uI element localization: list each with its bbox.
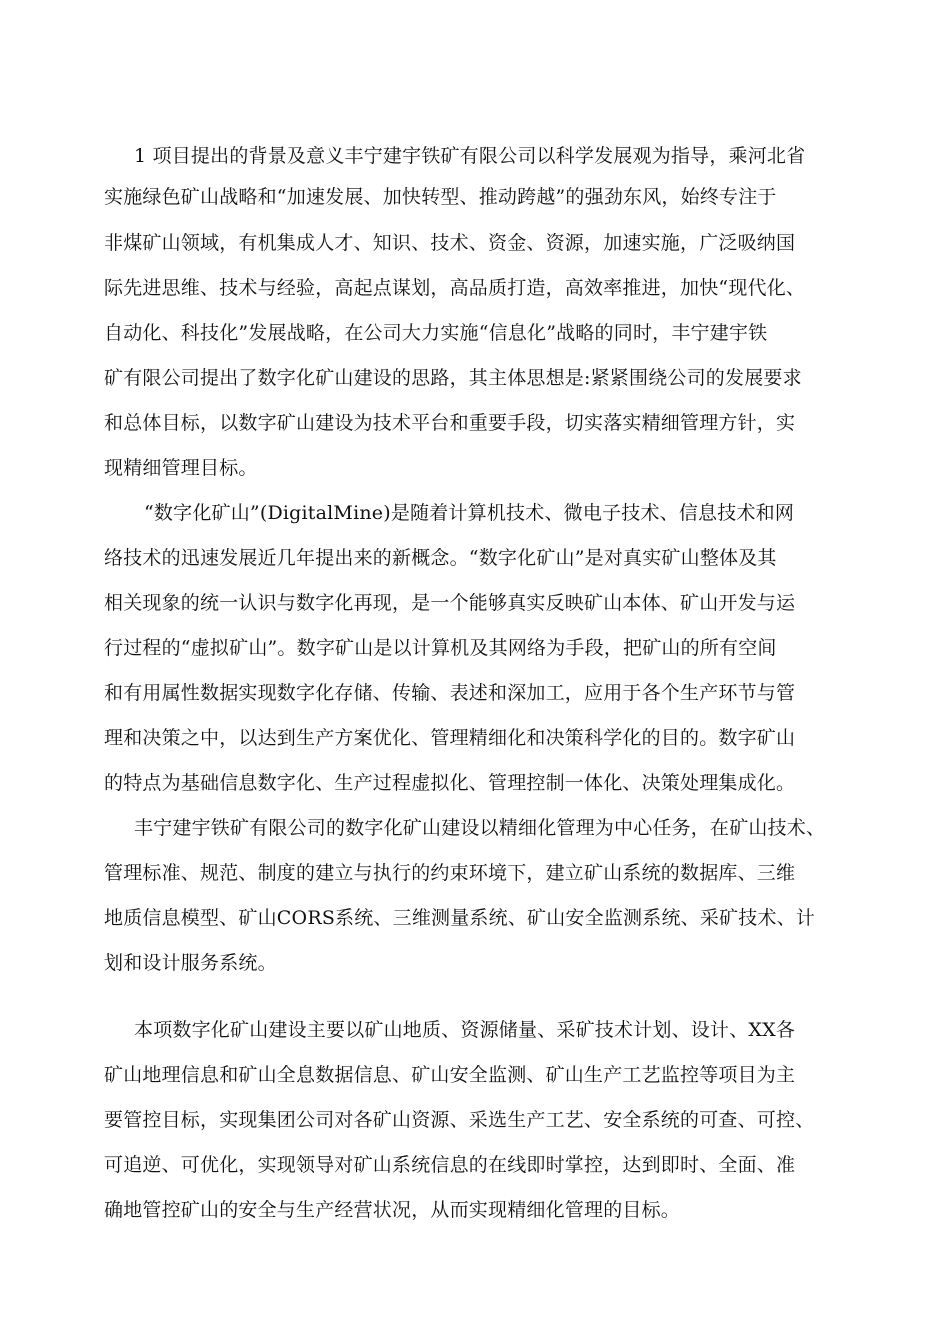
paragraph-line: 的特点为基础信息数字化、生产过程虚拟化、管理控制一体化、决策处理集成化。 (104, 772, 796, 794)
paragraph-line: 络技术的迅速发展近几年提出来的新概念。“数字化矿山”是对真实矿山整体及其 (104, 547, 777, 569)
paragraph-line: 要管控目标，实现集团公司对各矿山资源、采选生产工艺、安全系统的可查、可控、 (104, 1109, 815, 1131)
paragraph-line: 和总体目标，以数字矿山建设为技术平台和重要手段，切实落实精细管理方针，实 (104, 412, 796, 434)
paragraph-line: 际先进思维、技术与经验，高起点谋划，高品质打造，高效率推进，加快“现代化、 (104, 277, 806, 299)
paragraph-line: 划和设计服务系统。 (104, 952, 277, 974)
paragraph-line: 相关现象的统一认识与数字化再现，是一个能够真实反映矿山本体、矿山开发与运 (104, 592, 796, 614)
paragraph-line: 丰宁建宇铁矿有限公司的数字化矿山建设以精细化管理为中心任务，在矿山技术、 (134, 817, 826, 839)
paragraph-line: 行过程的“虚拟矿山”。数字矿山是以计算机及其网络为手段，把矿山的所有空间 (104, 637, 777, 659)
paragraph-line: 1 项目提出的背景及意义丰宁建宇铁矿有限公司以科学发展观为指导，乘河北省 (134, 145, 806, 167)
paragraph-line: “数字化矿山”(DigitalMine)是随着计算机技术、微电子技术、信息技术和网 (144, 502, 795, 524)
paragraph-line: 确地管控矿山的安全与生产经营状况，从而实现精细化管理的目标。 (104, 1199, 681, 1221)
paragraph-line: 实施绿色矿山战略和“加速发展、加快转型、推动跨越”的强劲东风，始终专注于 (104, 186, 777, 208)
paragraph-line: 非煤矿山领域，有机集成人才、知识、技术、资金、资源，加速实施，广泛吸纳国 (104, 232, 796, 254)
paragraph-line: 自动化、科技化”发展战略，在公司大力实施“信息化”战略的同时，丰宁建宇铁 (104, 322, 768, 344)
paragraph-line: 地质信息模型、矿山CORS系统、三维测量系统、矿山安全监测系统、采矿技术、计 (104, 907, 816, 929)
paragraph-line: 和有用属性数据实现数字化存储、传输、表述和深加工，应用于各个生产环节与管 (104, 682, 796, 704)
paragraph-line: 现精细管理目标。 (104, 457, 258, 479)
paragraph-line: 管理标准、规范、制度的建立与执行的约束环境下，建立矿山系统的数据库、三维 (104, 862, 796, 884)
paragraph-line: 理和决策之中，以达到生产方案优化、管理精细化和决策科学化的目的。数字矿山 (104, 727, 796, 749)
paragraph-line: 本项数字化矿山建设主要以矿山地质、资源储量、采矿技术计划、设计、XX各 (134, 1019, 796, 1041)
paragraph-line: 可追逆、可优化，实现领导对矿山系统信息的在线即时掌控，达到即时、全面、准 (104, 1154, 796, 1176)
paragraph-line: 矿山地理信息和矿山全息数据信息、矿山安全监测、矿山生产工艺监控等项目为主 (104, 1064, 796, 1086)
paragraph-line: 矿有限公司提出了数字化矿山建设的思路，其主体思想是:紧紧围绕公司的发展要求 (104, 367, 802, 389)
